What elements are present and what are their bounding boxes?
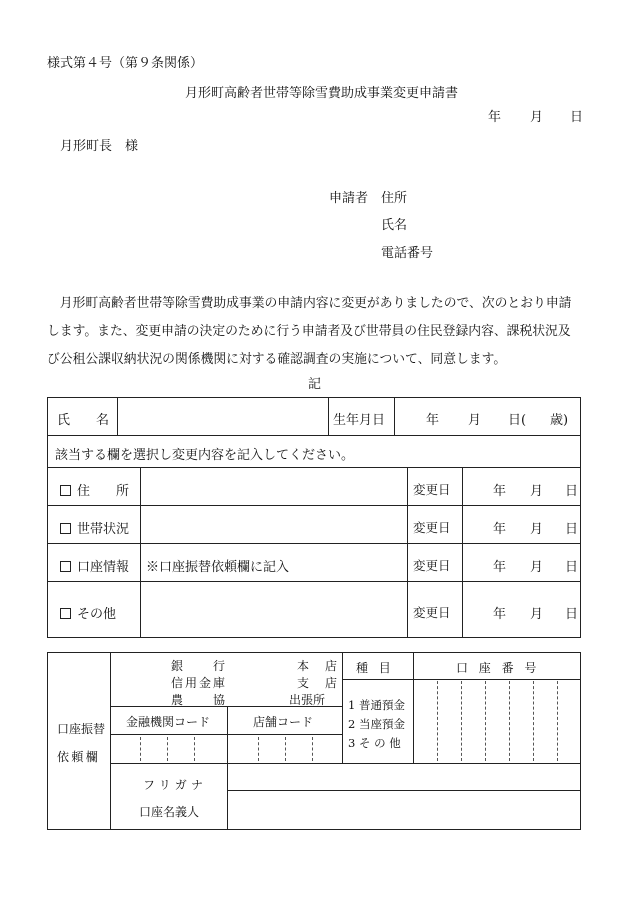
bank-type-agri: 農協	[171, 693, 225, 707]
account-number-label: 口座番号	[456, 661, 548, 675]
change-date-year: 年	[493, 484, 507, 499]
change-date-label: 変更日	[413, 605, 451, 620]
account-holder-label: 口座名義人	[139, 805, 200, 819]
row-address-label: 住 所	[77, 484, 130, 499]
branch-type-sub: 出張所	[289, 693, 326, 707]
change-date-month: 月	[530, 484, 544, 499]
bank-code-label: 金融機関コード	[126, 715, 211, 729]
account-type-label: 種目	[356, 661, 402, 675]
applicant-name-label: 氏名	[381, 218, 408, 233]
name-value[interactable]	[122, 409, 322, 425]
change-date-day: 日	[565, 484, 579, 499]
change-date-day: 日	[565, 560, 579, 575]
birth-month-label: 月	[468, 413, 482, 428]
birth-label: 生年月日	[333, 413, 386, 428]
change-date-label: 変更日	[413, 482, 451, 497]
change-date-year: 年	[493, 607, 507, 622]
other-change-content[interactable]	[146, 603, 401, 619]
change-date-year: 年	[493, 522, 507, 537]
name-label: 氏 名	[57, 413, 110, 428]
bank-type-credit: 信用金庫	[171, 676, 225, 690]
birth-year-label: 年	[426, 413, 440, 428]
row-account[interactable]	[60, 556, 129, 575]
change-date-day: 日	[565, 607, 579, 622]
row-address[interactable]	[60, 480, 129, 499]
row-other[interactable]	[60, 603, 116, 622]
change-date-label: 変更日	[413, 558, 451, 573]
form-number: 様式第４号（第９条関係）	[47, 56, 204, 71]
change-date-year: 年	[493, 560, 507, 575]
birth-day-label: 日(	[508, 413, 527, 428]
account-type-ordinary: 1 普通預金	[348, 698, 405, 712]
branch-code-label: 店舗コード	[253, 715, 314, 729]
household-checkbox[interactable]	[60, 523, 71, 534]
change-date-month: 月	[530, 607, 544, 622]
row-other-label: その他	[77, 607, 117, 622]
instruction-text: 該当する欄を選択し変更内容を記入してください。	[55, 448, 355, 463]
date-month-label: 月	[530, 110, 544, 125]
household-change-content[interactable]	[146, 518, 401, 534]
furigana-label: フリガナ	[143, 778, 208, 792]
row-account-label: 口座情報	[77, 560, 130, 575]
row-household-label: 世帯状況	[77, 522, 130, 537]
birth-age-label: 歳)	[550, 413, 569, 428]
account-type-other: 3 そ の 他	[348, 736, 401, 750]
change-date-month: 月	[530, 522, 544, 537]
ki-label: 記	[308, 377, 322, 392]
account-change-content: ※口座振替依頼欄に記入	[146, 560, 290, 575]
side-label-2: 依頼欄	[57, 750, 101, 764]
change-date-day: 日	[565, 522, 579, 537]
change-date-month: 月	[530, 560, 544, 575]
row-household[interactable]	[60, 518, 129, 537]
date-year-label: 年	[488, 110, 502, 125]
page-title: 月形町高齢者世帯等除雪費助成事業変更申請書	[185, 86, 459, 101]
change-date-label: 変更日	[413, 520, 451, 535]
date-day-label: 日	[570, 110, 584, 125]
account-type-current: 2 当座預金	[348, 717, 405, 731]
branch-type-main: 本店	[297, 659, 337, 673]
addressee: 月形町長 様	[60, 139, 139, 154]
address-checkbox[interactable]	[60, 485, 71, 496]
bank-type-bank: 銀行	[171, 659, 225, 673]
branch-type-branch: 支店	[297, 676, 337, 690]
applicant-label: 申請者	[329, 191, 369, 206]
intro-text: 月形町高齢者世帯等除雪費助成事業の申請内容に変更がありましたので、次のとおり申請します。また、変更申請の決定のために行う申請者及び世帯員の住民登録内容、課税状況及び公租公課収納状況の関係機関に対する確認調査の実施について、同意します。	[47, 296, 572, 367]
address-change-content[interactable]	[146, 480, 401, 496]
other-checkbox[interactable]	[60, 608, 71, 619]
phone-label: 電話番号	[381, 246, 434, 261]
account-checkbox[interactable]	[60, 561, 71, 572]
side-label-1: 口座振替	[57, 722, 106, 736]
address-label: 住所	[381, 191, 408, 206]
